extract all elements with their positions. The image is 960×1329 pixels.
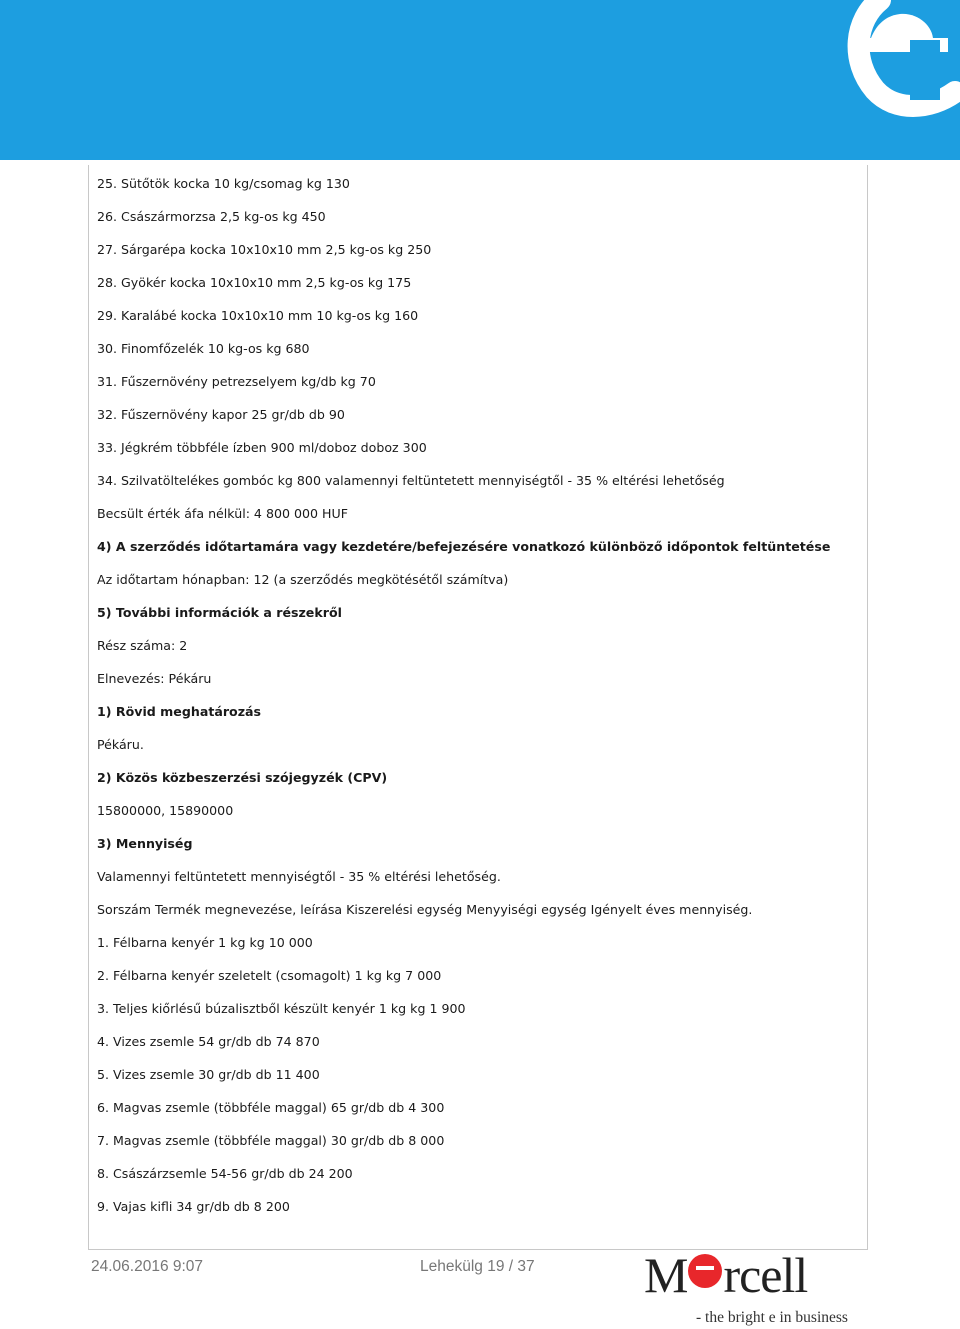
list-item: 32. Fűszernövény kapor 25 gr/db db 90 (97, 407, 345, 422)
brand-wordmark (644, 1246, 807, 1304)
part-number: Rész száma: 2 (97, 638, 188, 653)
list-item: 6. Magvas zsemle (többféle maggal) 65 gr/db db 4 300 (97, 1100, 445, 1115)
list-item: 28. Gyökér kocka 10x10x10 mm 2,5 kg-os kg 175 (97, 275, 412, 290)
marcell-logo (640, 1247, 870, 1329)
list-item: 4. Vizes zsemle 54 gr/db db 74 870 (97, 1034, 320, 1049)
list-item: 31. Fűszernövény petrezselyem kg/db kg 70 (97, 374, 376, 389)
header-band (0, 0, 960, 160)
list-item: 27. Sárgarépa kocka 10x10x10 mm 2,5 kg-os kg 250 (97, 242, 432, 257)
section-heading: 5) További információk a részekről (97, 605, 342, 620)
list-item: 29. Karalábé kocka 10x10x10 mm 10 kg-os kg 160 (97, 308, 419, 323)
section-heading: 2) Közös közbeszerzési szójegyzék (CPV) (97, 770, 388, 785)
list-item: 8. Császárzsemle 54-56 gr/db db 24 200 (97, 1166, 353, 1181)
list-item: 2. Félbarna kenyér szeletelt (csomagolt) 1 kg kg 7 000 (97, 968, 442, 983)
e-logo-icon (820, 0, 960, 120)
section-heading: 3) Mennyiség (97, 836, 193, 851)
table-header-text: Sorszám Termék megnevezése, leírása Kiszerelési egység Menyyiségi egység Igényelt éves mennyiség. (97, 902, 753, 917)
list-item: 30. Finomfőzelék 10 kg-os kg 680 (97, 341, 310, 356)
duration-text: Az időtartam hónapban: 12 (a szerződés megkötésétől számítva) (97, 572, 509, 587)
list-item: 26. Császármorzsa 2,5 kg-os kg 450 (97, 209, 326, 224)
brand-text-end: rcell (723, 1247, 808, 1303)
section-heading: 4) A szerződés időtartamára vagy kezdetére/befejezésére vonatkozó különböző időpontok feltüntetése (97, 539, 831, 554)
quantity-note: Valamennyi feltüntetett mennyiségtől - 35 % eltérési lehetőség. (97, 869, 501, 884)
estimated-value: Becsült érték áfa nélkül: 4 800 000 HUF (97, 506, 348, 521)
section-heading: 1) Rövid meghatározás (97, 704, 262, 719)
list-item: 7. Magvas zsemle (többféle maggal) 30 gr/db db 8 000 (97, 1133, 445, 1148)
brand-text-start: M (644, 1247, 688, 1303)
list-item: 5. Vizes zsemle 30 gr/db db 11 400 (97, 1067, 320, 1082)
list-item: 3. Teljes kiőrlésű búzalisztből készült kenyér 1 kg kg 1 900 (97, 1001, 466, 1016)
footer-page-number: Lehekülg 19 / 37 (420, 1258, 535, 1275)
brand-tagline: - the bright e in business (696, 1309, 848, 1326)
list-item: 25. Sütőtök kocka 10 kg/csomag kg 130 (97, 176, 350, 191)
list-item: 34. Szilvatöltelékes gombóc kg 800 valamennyi feltüntetett mennyiségtől - 35 % eltérési lehetőség (97, 473, 725, 488)
list-item: 1. Félbarna kenyér 1 kg kg 10 000 (97, 935, 313, 950)
part-name: Elnevezés: Pékáru (97, 671, 212, 686)
right-frame-line (867, 165, 868, 1250)
brand-e-icon (688, 1254, 722, 1288)
footer-date: 24.06.2016 9:07 (91, 1258, 204, 1275)
list-item: 9. Vajas kifli 34 gr/db db 8 200 (97, 1199, 290, 1214)
short-description: Pékáru. (97, 737, 144, 752)
cpv-codes: 15800000, 15890000 (97, 803, 234, 818)
list-item: 33. Jégkrém többféle ízben 900 ml/doboz doboz 300 (97, 440, 427, 455)
left-frame-line (88, 165, 89, 1250)
